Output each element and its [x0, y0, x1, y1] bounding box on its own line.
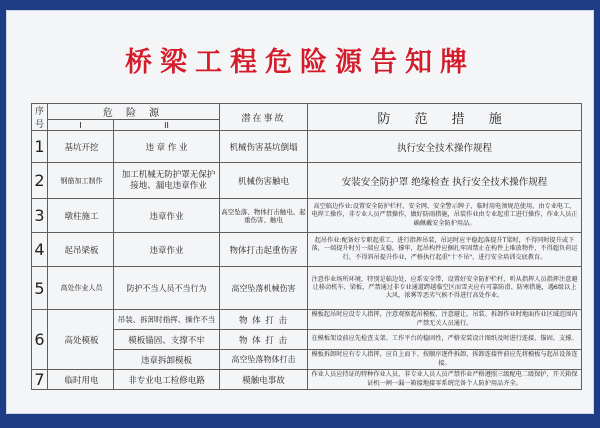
- row-measure: 安装安全防护罩 绝缘检查 执行安全技术操作规程: [308, 163, 582, 199]
- row-measure: 在模板架设前应先检查支架、工作平台的稳固性，严格安装设计图纸及时进行连接、锚固、支撑。: [308, 330, 582, 350]
- header-hazard-ii: II: [114, 120, 220, 131]
- row-accident: 高空坠落物体打击: [220, 350, 308, 370]
- table-row: [32, 310, 582, 330]
- row-measure: 模板起吊时应设专人指挥，注意观察起吊模板，注意避让。吊装、拆卸作业时地面作业区域范围内严禁无关人员通行。: [308, 310, 582, 330]
- row-source: 墩柱施工: [48, 199, 114, 233]
- row-number: 7: [32, 370, 48, 390]
- row-hazard: 违 章 作 业: [114, 131, 220, 163]
- row-measure: 模板拆卸时应有专人指挥，应自上而下、按顺序逐件拆卸，拆卸连接件前应先将模板与起吊设备连接。: [308, 350, 582, 370]
- row-accident: 物 体 打 击: [220, 330, 308, 350]
- row-source: 基坑开挖: [48, 131, 114, 163]
- row-number: 1: [32, 131, 48, 163]
- row-hazard: 模板锚固、支撑不牢: [114, 330, 220, 350]
- header-latent: 潜在事故: [220, 104, 308, 131]
- row-hazard: 违章拆卸模板: [114, 350, 220, 370]
- row-source: 起吊梁板: [48, 233, 114, 267]
- row-measure: 高空临边作业:设置安全防护栏杆、安全网、安全警示牌子，临时用电须规范使用，由专业电工、电焊工操作，非专业人员严禁操作，做好防雨措施，吊装作业由专业起重工进行操作，作业人员正确佩戴安全防护用品。: [308, 199, 582, 233]
- header-seq: 序号: [32, 104, 48, 131]
- header-measures: 防 范 措 施: [308, 104, 582, 131]
- row-number: 3: [32, 199, 48, 233]
- table-row: [32, 131, 582, 163]
- table-row: [32, 370, 582, 390]
- table-row: [32, 267, 582, 310]
- row-number: 6: [32, 310, 48, 370]
- row-hazard: 防护不当人员不当行为: [114, 267, 220, 310]
- board-title: 桥梁工程危险源告知牌: [125, 47, 475, 78]
- row-source: 钢筋加工制作: [48, 163, 114, 199]
- row-source: 高处作业人员: [48, 267, 114, 310]
- row-accident: 机械伤害基坑倒塌: [220, 131, 308, 163]
- header-hazard-i: I: [48, 120, 114, 131]
- row-accident: 高空坠落、物体打击触电、起重伤害、触电: [220, 199, 308, 233]
- notice-panel: [6, 10, 594, 414]
- hazard-table: [31, 103, 582, 390]
- header-row: [32, 104, 582, 120]
- row-hazard: 非专业电工检修电路: [114, 370, 220, 390]
- row-measure: 作业人员应持证的特种作业人员，非专业人员人员严禁作业严格遵照三级配电二级保护，开关箱保证机一闸一漏一箱接地接零系统完备个人防护用品齐全。: [308, 370, 582, 390]
- row-accident: 物体打击起重伤害: [220, 233, 308, 267]
- row-source: 高处模板: [48, 310, 114, 370]
- row-hazard: 违章作业: [114, 199, 220, 233]
- row-accident: 模触电事故: [220, 370, 308, 390]
- table-row: [32, 199, 582, 233]
- row-accident: 高空坠落机械伤害: [220, 267, 308, 310]
- row-hazard: 吊装、拆卸时指挥、操作不当: [114, 310, 220, 330]
- row-number: 5: [32, 267, 48, 310]
- table-row: [32, 350, 582, 370]
- row-hazard: 加工机械无防护罩无保护接地、漏电违章作业: [114, 163, 220, 199]
- header-hazard: 危 险 源: [48, 104, 220, 120]
- row-measure: 注意作业场所环境，特别是临边处，应系安全带，设置好安全防护栏杆，听从指挥人员指挥注意避让移动机车、梁板，严禁通过非专业通道跨越临空区而雪天应有可靠防滑、防寒措施，遇6级以上大风，浓雾等恶劣气候不得进行高处作业。: [308, 267, 582, 310]
- row-accident: 机械伤害触电: [220, 163, 308, 199]
- row-measure: 执行安全技术操作规程: [308, 131, 582, 163]
- table-row: [32, 163, 582, 199]
- row-hazard: 违章作业: [114, 233, 220, 267]
- table-row: [32, 233, 582, 267]
- row-number: 4: [32, 233, 48, 267]
- row-accident: 物 体 打 击: [220, 310, 308, 330]
- table-row: [32, 330, 582, 350]
- row-number: 2: [32, 163, 48, 199]
- row-source: 临时用电: [48, 370, 114, 390]
- row-measure: 起吊作业:配备好专职起重工，进行指挥吊装，吊运时应平稳起落提升T梁时，不得同时提升或下落，一端提升时另一端应支稳，撑牢，起吊构件应捆扎牢固禁止在构件上堆放物件，不得超负荷运行，不得斜吊提升作业，严格执行起重"十不吊"，进行安全培训交底教育。: [308, 233, 582, 267]
